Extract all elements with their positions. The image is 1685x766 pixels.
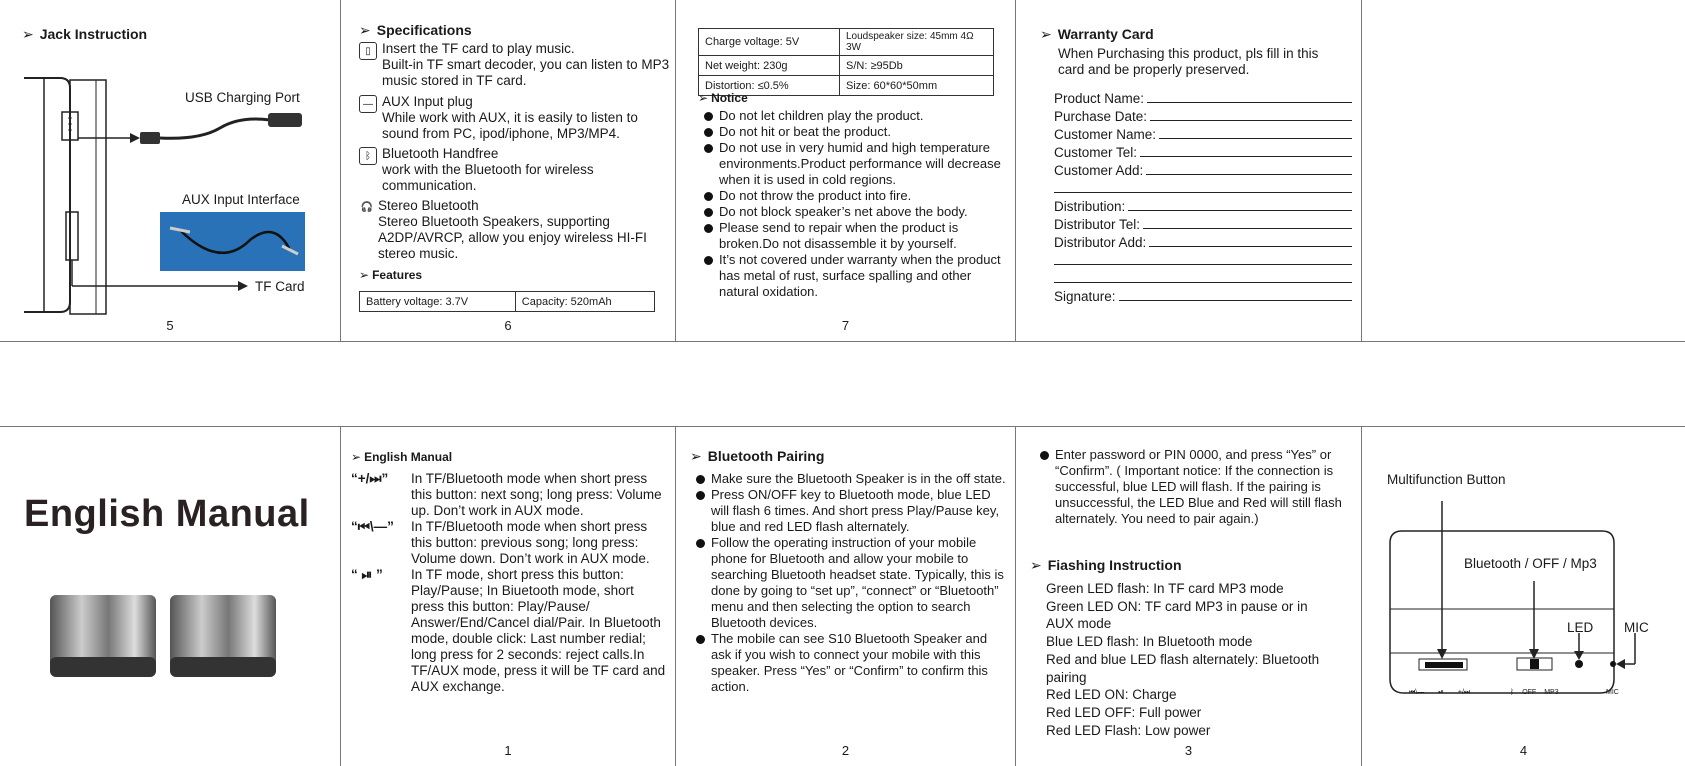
table-cell: Charge voltage: 5V xyxy=(699,29,840,56)
button-legend xyxy=(1409,689,1470,697)
features-heading xyxy=(359,268,422,282)
features-title: Features xyxy=(372,268,423,282)
aux-icon: — xyxy=(359,95,377,113)
field-label: Customer Name: xyxy=(1054,127,1157,142)
spec-item-title: Bluetooth Handfree xyxy=(382,146,499,161)
manual-heading xyxy=(351,450,452,464)
page-number: 2 xyxy=(841,743,850,758)
bullet-icon xyxy=(704,144,713,153)
arrow-icon: ➢ xyxy=(1040,26,1052,42)
field-label: Signature: xyxy=(1054,289,1116,304)
field-product-name[interactable] xyxy=(1054,88,1352,106)
device-side-illustration xyxy=(0,40,341,340)
field-customer-tel[interactable] xyxy=(1054,142,1352,160)
play-button-icon: ⏯ xyxy=(1438,689,1444,696)
notice-text: Please send to repair when the product is broken.Do not disassemble it by yourself. xyxy=(719,220,959,251)
field-line xyxy=(1143,228,1352,229)
pairing-step: The mobile can see S10 Bluetooth Speaker and ask if you wish to connect your mobile with this speaker. Press “Yes” or “Confirm” to confirm this action. xyxy=(711,631,988,694)
panel-english-manual xyxy=(341,426,676,766)
list-item xyxy=(704,252,1010,300)
switch-mp3-label: MP3 xyxy=(1544,689,1559,696)
pin-text: Enter password or PIN 0000, and press “Yes” or “Confirm”. ( Important notice: If the connection is successful, blue LED will flash. If the pairing is unsuccessful, the LED Blue and Red will still flash alternately. You need to pair again.) xyxy=(1055,447,1342,526)
panel-bluetooth-pairing xyxy=(676,426,1016,766)
bullet-icon xyxy=(1040,451,1049,460)
notice-text: It’s not covered under warranty when the product has metal of rust, surface spalling and other natural oxidation. xyxy=(719,252,1001,299)
field-label: Distributor Tel: xyxy=(1054,217,1141,232)
speaker-product-image xyxy=(40,587,340,697)
flash-line: Blue LED flash: In Bluetooth mode xyxy=(1046,634,1253,650)
table-cell: Net weight: 230g xyxy=(699,56,840,76)
aux-interface-label: AUX Input Interface xyxy=(182,192,300,207)
manual-title: English Manual xyxy=(364,450,453,464)
arrow-icon: ➢ xyxy=(351,450,362,464)
arrow-icon: ➢ xyxy=(22,26,34,42)
warranty-intro: When Purchasing this product, pls fill in this card and be properly preserved. xyxy=(1058,46,1319,77)
bluetooth-icon: ᛒ xyxy=(1510,689,1515,696)
switch-label: Bluetooth / OFF / Mp3 xyxy=(1464,556,1597,571)
field-extra-line[interactable] xyxy=(1054,268,1352,286)
jack-title: Jack Instruction xyxy=(39,26,148,42)
panel-cover xyxy=(0,426,341,766)
table-cell: Size: 60*60*50mm xyxy=(840,76,994,96)
bullet-icon xyxy=(696,491,705,500)
panel-blank xyxy=(1362,0,1685,342)
panel-notice xyxy=(676,0,1016,342)
field-line xyxy=(1159,138,1352,139)
pin-note xyxy=(1040,447,1354,527)
pairing-step: Follow the operating instruction of your mobile phone for Bluetooth and allow your mobile to searching Bluetooth headset state. Typically, this is done by going to “set up”, “connect” or “Bluetooth” menu and then selecting the option to search Bluetooth devices. xyxy=(711,535,1004,630)
field-line xyxy=(1146,174,1352,175)
notice-text: Do not throw the product into fire. xyxy=(719,188,912,203)
usb-port-label: USB Charging Port xyxy=(185,90,300,105)
page-number: 1 xyxy=(504,743,512,758)
arrow-icon: ➢ xyxy=(1030,557,1042,573)
field-customer-add[interactable] xyxy=(1054,160,1352,178)
table-cell: Distortion: ≤0.5% xyxy=(699,76,840,96)
spec-item xyxy=(359,198,671,262)
led-label: LED xyxy=(1567,620,1594,635)
list-item xyxy=(704,124,1010,140)
sd-card-icon: ▯ xyxy=(359,42,377,60)
list-item xyxy=(351,471,669,519)
spec-item xyxy=(359,94,671,142)
mic-small-label: MIC xyxy=(1606,689,1619,696)
prev-button-icon: ⏮\— xyxy=(1409,689,1425,696)
arrow-icon: ➢ xyxy=(690,448,702,464)
field-line xyxy=(1140,156,1352,157)
field-distributor-tel[interactable] xyxy=(1054,214,1352,232)
bullet-icon xyxy=(696,539,705,548)
next-button-icon: +/⏭ xyxy=(1457,689,1471,696)
arrow-icon: ➢ xyxy=(698,91,709,105)
field-label: Product Name: xyxy=(1054,91,1145,106)
switch-off-label: OFF xyxy=(1522,689,1537,696)
bullet-icon xyxy=(704,224,713,233)
list-item xyxy=(704,188,1010,204)
list-item xyxy=(696,471,1008,487)
field-line xyxy=(1147,102,1352,103)
field-line xyxy=(1054,282,1352,283)
page-number: 7 xyxy=(841,318,850,333)
notice-text: Do not hit or beat the product. xyxy=(719,124,891,139)
flash-heading xyxy=(1030,557,1182,573)
field-label: Distributor Add: xyxy=(1054,235,1147,250)
flash-line: Green LED ON: TF card MP3 in pause or in AUX mode xyxy=(1046,598,1308,632)
pairing-step: Make sure the Bluetooth Speaker is in the off state. xyxy=(711,471,1006,486)
panel-flashing-instruction xyxy=(1016,426,1362,766)
field-signature[interactable] xyxy=(1054,286,1352,304)
flash-line: Red LED OFF: Full power xyxy=(1046,704,1202,720)
mic-label: MIC xyxy=(1624,620,1649,635)
notice-title: Notice xyxy=(711,91,748,105)
field-line xyxy=(1149,246,1352,247)
flash-title: Fiashing Instruction xyxy=(1047,557,1182,573)
field-label: Purchase Date: xyxy=(1054,109,1148,124)
arrow-icon: ➢ xyxy=(359,268,370,282)
cover-title: English Manual xyxy=(24,493,310,535)
bullet-icon xyxy=(704,192,713,201)
flash-line: Red and blue LED flash alternately: Bluetooth pairing xyxy=(1046,651,1320,685)
bullet-icon xyxy=(704,112,713,121)
panel-specifications xyxy=(341,0,676,342)
item-text: In TF/Bluetooth mode when short press this button: previous song; long press: Volume down. Don’t work in AUX mode. xyxy=(411,519,650,566)
warranty-title: Warranty Card xyxy=(1057,26,1154,42)
spec-item-title: Insert the TF card to play music. xyxy=(382,41,575,56)
panel-jack-instruction xyxy=(0,0,341,342)
item-text: In TF mode, short press this button: Play/Pause; In Biuetooth mode, short press this button: Play/Pause/ Answer/End/Cancel dial/Pair. In Bluetooth mode, double click: Last number redial; long press for 2 seconds: reject calls.In TF/AUX mode, press it will be TF card and AUX exchange. xyxy=(411,567,666,694)
field-line xyxy=(1054,264,1352,265)
page-number: 3 xyxy=(1184,743,1193,758)
flash-list xyxy=(1046,580,1336,739)
table-cell: S/N: ≥95Db xyxy=(840,56,994,76)
warranty-heading xyxy=(1040,26,1154,42)
prev-button-key: “⏮\—” xyxy=(351,519,394,534)
spec-item-body: work with the Bluetooth for wireless communication. xyxy=(382,162,594,193)
spec-item-body: Built-in TF smart decoder, you can listen to MP3 music stored in TF card. xyxy=(382,57,670,88)
spec-item-body: While work with AUX, it is easily to listen to sound from PC, ipod/iphone, MP3/MP4. xyxy=(382,110,638,141)
list-item xyxy=(696,487,1008,535)
tf-card-label: TF Card xyxy=(255,279,305,294)
bluetooth-icon: ᛒ xyxy=(359,147,377,165)
field-line xyxy=(1128,210,1352,211)
pairing-list xyxy=(696,471,1008,695)
spec-item-title: Stereo Bluetooth xyxy=(378,198,479,213)
table-cell: Loudspeaker size: 45mm 4Ω 3W xyxy=(840,29,994,56)
flash-line: Red LED ON: Charge xyxy=(1046,687,1177,703)
play-button-key: “ ⏯ ” xyxy=(351,567,383,582)
list-item xyxy=(696,535,1008,631)
field-line xyxy=(1119,300,1352,301)
arrow-icon: ➢ xyxy=(359,22,371,38)
bullet-icon xyxy=(696,475,705,484)
battery-voltage: Battery voltage: 3.7V xyxy=(360,292,516,312)
flash-line: Green LED flash: In TF card MP3 mode xyxy=(1046,581,1284,596)
switch-legend xyxy=(1510,689,1559,696)
field-extra-line[interactable] xyxy=(1054,178,1352,196)
capacity: Capacity: 520mAh xyxy=(515,292,654,312)
spec-item-title: AUX Input plug xyxy=(382,94,473,109)
next-button-key: “+/⏭” xyxy=(351,471,389,486)
panel-device-diagram xyxy=(1362,426,1685,766)
spec-table xyxy=(698,28,994,96)
bullet-icon xyxy=(704,256,713,265)
list-item xyxy=(704,220,1010,252)
spec-title: Specifications xyxy=(376,22,472,38)
field-distribution[interactable] xyxy=(1054,196,1352,214)
list-item xyxy=(696,631,1008,695)
list-item xyxy=(351,519,669,567)
page-number: 4 xyxy=(1519,743,1528,758)
pairing-heading xyxy=(690,448,824,464)
field-label: Customer Add: xyxy=(1054,163,1144,178)
flash-line: Red LED Flash: Low power xyxy=(1046,722,1211,738)
button-guide xyxy=(351,471,669,695)
list-item xyxy=(351,567,669,695)
notice-list xyxy=(704,108,1010,300)
list-item xyxy=(704,140,1010,188)
features-table xyxy=(359,291,655,312)
notice-heading xyxy=(698,91,748,105)
panel-warranty-card xyxy=(1016,0,1362,342)
bullet-icon xyxy=(696,635,705,644)
notice-text: Do not use in very humid and high temperature environments.Product performance will decrease when it is used in cold regions. xyxy=(719,140,1001,187)
spec-item-body: Stereo Bluetooth Speakers, supporting A2DP/AVRCP, allow you enjoy wireless HI-FI stereo music. xyxy=(378,214,647,261)
spec-item xyxy=(359,41,671,89)
table-row xyxy=(699,56,994,76)
pairing-step: Press ON/OFF key to Bluetooth mode, blue LED will flash 6 times. And short press Play/Pause key, blue and red LED flash alternately. xyxy=(711,487,1000,534)
bullet-icon xyxy=(704,208,713,217)
table-row xyxy=(699,29,994,56)
spec-list xyxy=(359,41,671,262)
field-customer-name[interactable] xyxy=(1054,124,1352,142)
field-line xyxy=(1150,120,1352,121)
field-distributor-add[interactable] xyxy=(1054,232,1352,250)
field-label: Customer Tel: xyxy=(1054,145,1138,160)
page-number: 6 xyxy=(504,318,512,333)
multifunction-label: Multifunction Button xyxy=(1387,472,1506,487)
field-line xyxy=(1054,192,1352,193)
warranty-fields xyxy=(1054,88,1352,304)
bullet-icon xyxy=(704,128,713,137)
spec-item xyxy=(359,146,671,194)
field-extra-line[interactable] xyxy=(1054,250,1352,268)
notice-text: Do not block speaker’s net above the body. xyxy=(719,204,968,219)
field-label: Distribution: xyxy=(1054,199,1126,214)
pairing-title: Bluetooth Pairing xyxy=(707,448,825,464)
list-item xyxy=(704,204,1010,220)
spec-heading xyxy=(359,22,472,38)
list-item xyxy=(704,108,1010,124)
page-number: 5 xyxy=(166,318,174,333)
field-purchase-date[interactable] xyxy=(1054,106,1352,124)
notice-text: Do not let children play the product. xyxy=(719,108,924,123)
speaker-diagram xyxy=(1362,487,1685,747)
headphones-icon: 🎧 xyxy=(360,201,374,213)
item-text: In TF/Bluetooth mode when short press this button: next song; long press: Volume up. Don’t work in AUX mode. xyxy=(411,471,662,518)
